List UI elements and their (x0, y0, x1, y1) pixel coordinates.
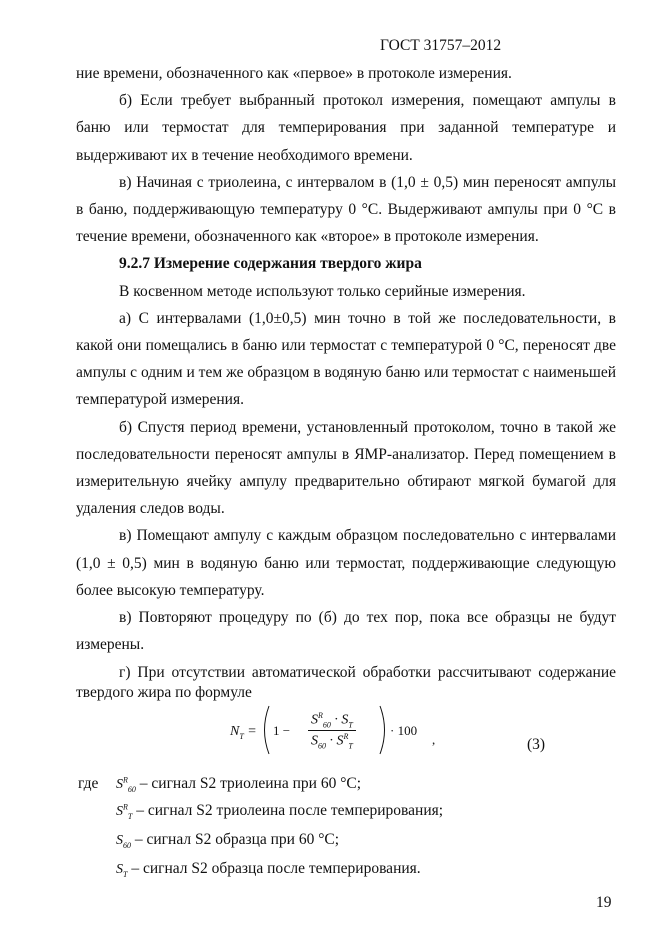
formula-number: (3) (527, 736, 546, 753)
fraction-numerator: $S^R_{60} \cdot S_T$ (308, 711, 356, 731)
paragraph: б) Если требует выбранный протокол измерения, помещают ампулы в баню или термостат для темперирования при заданной температуре и выдерживают их в течение необходимого времени. (76, 92, 616, 164)
paragraph: ние времени, обозначенного как «первое» в протоколе измерения. (76, 65, 512, 82)
definition-text: – сигнал S2 триолеина после темперирования; (136, 802, 444, 819)
paragraph: в) Помещают ампулу с каждым образцом последовательно с интервалами (1,0 ± 0,5) мин в водяную баню или термостат, поддерживающие следующую более высокую температуру. (76, 527, 616, 599)
formula-lhs: $N_T$ = (230, 724, 257, 741)
paragraph: г) При отсутствии автоматической обработки рассчитывают содержание твердого жира по формуле (76, 664, 616, 702)
symbol-st: $S_T$ (116, 862, 128, 879)
definition-item (116, 775, 361, 794)
definition-item (116, 802, 443, 821)
page-number: 19 (596, 894, 612, 911)
formula-one: 1 − (273, 723, 291, 738)
definitions-where: где (78, 775, 99, 792)
symbol-s60r: $S^R_{60}$ (116, 775, 136, 794)
paragraph: В косвенном методе используют только серийные измерения. (119, 282, 526, 300)
definition-item (116, 831, 339, 850)
definition-text: – сигнал S2 триолеина при 60 °С; (139, 775, 362, 792)
document-body (76, 60, 616, 703)
fraction-denominator: $S_{60} \cdot S^R_T$ (311, 732, 353, 751)
paragraph: в) Повторяют процедуру по (б) до тех пор, пока все образцы не будут измерены. (76, 609, 616, 654)
formula-fraction (308, 711, 356, 751)
symbol-stR: $S^R_T$ (116, 802, 133, 821)
definition-text: – сигнал S2 образца при 60 °С; (134, 831, 340, 848)
definition-item (116, 860, 421, 879)
paragraph: в) Начиная с триолеина, с интервалом в (1,0 ± 0,5) мин переносят ампулы в баню, поддерживающую температуру 0 °С. Выдерживают ампулы при 0 °С в течение времени, обозначенного как «второе» в протоколе измерения. (76, 173, 616, 246)
definition-text: – сигнал S2 образца после темперирования. (131, 860, 421, 877)
formula-times-100: · 100 (390, 723, 418, 738)
document-header: ГОСТ 31757–2012 (380, 37, 502, 54)
formula-3 (230, 704, 630, 754)
section-heading: 9.2.7 Измерение содержания твердого жира (119, 255, 422, 273)
paragraph: а) С интервалами (1,0±0,5) мин точно в той же последовательности, в какой они помещались в баню или термостат с температурой 0 °С, переносят две ампулы с одним и тем же образцом в водяную баню или термостат с наименьшей температурой измерения. (76, 309, 616, 409)
formula-comma: , (432, 732, 436, 747)
paragraph: б) Спустя период времени, установленный протоколом, точно в такой же последовательности переносят ампулы в ЯМР-анализатор. Перед помещением в измерительную ячейку ампулу предварительно обтирают мягкой бумагой для удаления следов воды. (76, 418, 616, 518)
symbol-s60: $S_{60}$ (116, 833, 131, 850)
